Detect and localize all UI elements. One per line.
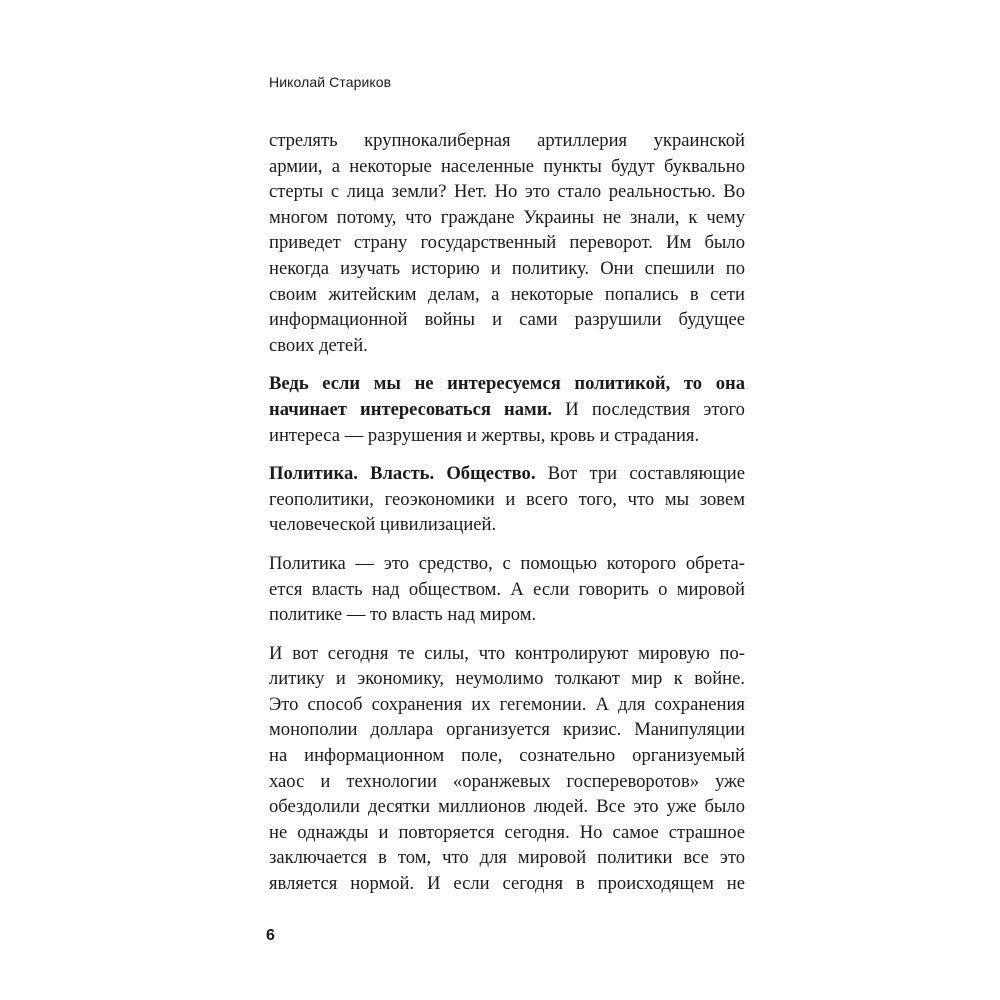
text-run: приведет страну государственный переворот. Им было	[269, 232, 745, 254]
text-run: И вот сегодня те силы, что контролируют мировую по-	[269, 642, 745, 664]
paragraph	[269, 641, 745, 897]
text-line	[269, 641, 745, 667]
text-line	[269, 371, 745, 397]
paragraph	[269, 551, 745, 628]
text-run: не однажды и повторяется сегодня. Но самое страшное	[269, 821, 745, 843]
text-run: геополитики, геоэкономики и всего того, что мы зовем	[269, 488, 745, 510]
text-line	[269, 487, 745, 513]
text-line	[269, 717, 745, 743]
text-line	[269, 282, 745, 308]
text-line	[269, 154, 745, 180]
bold-text-run: начинает интересоваться нами.	[269, 398, 553, 420]
page-number: 6	[266, 927, 275, 944]
text-run: информационной войны и сами разрушили будущее	[269, 309, 745, 331]
text-run: армии, а некоторые населенные пункты будут буквально	[269, 155, 745, 177]
text-line	[269, 128, 745, 154]
body-text	[269, 128, 745, 910]
text-line	[269, 820, 745, 846]
text-run: своим житейским делам, а некоторые попались в сети	[269, 283, 745, 305]
text-line	[269, 333, 745, 359]
text-line	[269, 461, 745, 487]
text-line	[269, 397, 745, 423]
paragraph	[269, 461, 745, 538]
text-line	[269, 602, 745, 628]
text-run: обездолили десятки миллионов людей. Все это уже было	[269, 796, 745, 818]
text-run: является нормой. И если сегодня в происходящем не	[269, 873, 745, 895]
text-run: И последствия этого	[552, 398, 745, 420]
text-run: Вот три составляющие	[535, 463, 745, 485]
bold-text-run: Ведь если мы не интересуемся политикой, то она	[269, 373, 745, 395]
text-line	[269, 307, 745, 333]
text-line	[269, 769, 745, 795]
text-run: заключается в том, что для мировой политики все это	[269, 847, 745, 869]
text-run: своих детей.	[269, 334, 368, 356]
text-run: монополии доллара организуется кризис. Манипуляции	[269, 719, 745, 741]
text-line	[269, 666, 745, 692]
text-line	[269, 256, 745, 282]
text-line	[269, 179, 745, 205]
text-run: ется власть над обществом. А если говорить о мировой	[269, 578, 745, 600]
text-run: человеческой цивилизацией.	[269, 514, 497, 536]
bold-text-run: Политика. Власть. Общество.	[269, 463, 536, 485]
text-line	[269, 577, 745, 603]
paragraph	[269, 128, 745, 358]
text-run: политике — то власть над миром.	[269, 604, 537, 626]
paragraph	[269, 371, 745, 448]
text-run: многом потому, что граждане Украины не знали, к чему	[269, 206, 745, 228]
text-line	[269, 512, 745, 538]
text-run: интереса — разрушения и жертвы, кровь и страдания.	[269, 424, 700, 446]
text-line	[269, 205, 745, 231]
text-run: литику и экономику, неумолимо толкают мир к войне.	[269, 668, 745, 690]
text-line	[269, 794, 745, 820]
text-run: Это способ сохранения их гегемонии. А для сохранения	[269, 693, 745, 715]
text-line	[269, 743, 745, 769]
running-head-author: Николай Стариков	[269, 74, 392, 90]
text-run: некогда изучать историю и политику. Они спешили по	[269, 257, 745, 279]
text-line	[269, 692, 745, 718]
text-line	[269, 230, 745, 256]
text-run: Политика — это средство, с помощью которого обрета-	[269, 552, 745, 574]
text-run: на информационном поле, сознательно организуемый	[269, 745, 745, 767]
text-run: стерты с лица земли? Нет. Но это стало реальностью. Во	[269, 181, 745, 203]
text-run: стрелять крупнокалиберная артиллерия украинской	[269, 130, 745, 151]
text-run: хаос и технологии «оранжевых госпереворотов» уже	[269, 770, 745, 792]
text-line	[269, 871, 745, 897]
text-line	[269, 845, 745, 871]
text-line	[269, 423, 745, 449]
text-line	[269, 551, 745, 577]
